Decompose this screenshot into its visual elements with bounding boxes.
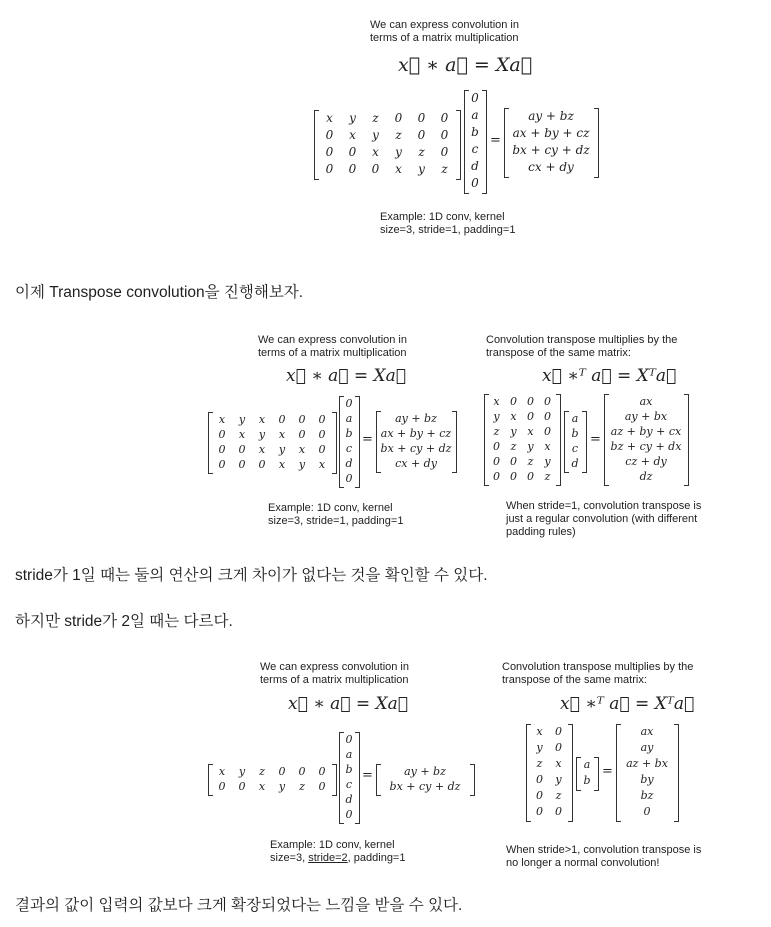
bracket-right — [582, 411, 587, 473]
bracket-right — [452, 411, 457, 473]
equals-sign: = — [362, 432, 373, 447]
fig2r-XT-cell: 0 — [510, 455, 517, 468]
fig1-equation: x⃗ ∗ a⃗ = Xa⃗ — [398, 54, 533, 76]
paragraph-2: stride가 1일 때는 둘의 연산의 크게 차이가 없다는 것을 확인할 수 있다. — [15, 567, 488, 584]
fig1-X-cell: 0 — [371, 162, 380, 176]
fig2r-XT-cell: x — [527, 425, 534, 438]
fig2r-XT-cell: y — [527, 440, 534, 453]
fig2r-XT-cell: 0 — [527, 410, 534, 423]
fig2r-XT-cell: 0 — [544, 395, 551, 408]
fig3r-XT-cell: x — [555, 757, 562, 770]
caption-line: When stride>1, convolution transpose is — [506, 844, 702, 856]
fig3l-a-cell: 0 — [345, 733, 353, 746]
fig3r-a-cell: a — [583, 758, 591, 771]
fig2l-X-cell: y — [278, 443, 286, 456]
caption-line: We can express convolution in — [260, 661, 409, 673]
fig3l-result-cell: bx + cy + dz — [389, 780, 461, 793]
fig3-left-matrix-product — [208, 732, 468, 832]
fig3-left-caption-top — [260, 661, 409, 687]
fig1-X-cell: 0 — [325, 128, 334, 142]
fig3r-XT-cell: 0 — [536, 805, 543, 818]
fig3l-X-cell: z — [299, 780, 305, 793]
fig3r-XT-cell: y — [536, 741, 543, 754]
fig1-a-cell: 0 — [471, 91, 479, 105]
fig1-X-cell: 0 — [325, 162, 334, 176]
fig3l-X-cell: x — [218, 765, 226, 778]
fig1-caption-bottom — [380, 211, 515, 237]
bracket-right — [594, 757, 599, 791]
fig2r-XT-cell: 0 — [510, 470, 517, 483]
bracket-right — [674, 724, 679, 822]
fig3r-XT-cell: z — [555, 789, 562, 802]
bracket-right — [456, 110, 461, 180]
fig3-right-caption-top — [502, 661, 693, 687]
fig1-X-cell: z — [418, 145, 425, 159]
fig1-X-cell: y — [395, 145, 402, 159]
fig2r-XT-cell: z — [510, 440, 517, 453]
fig2r-result-cell: ax — [639, 395, 653, 408]
bracket-right — [355, 732, 360, 824]
fig1-a-cell: b — [471, 125, 479, 139]
caption-line: Convolution transpose multiplies by the — [486, 334, 678, 346]
fig1-X-cell: 0 — [440, 111, 449, 125]
fig2l-result-cell: ax + by + cz — [380, 427, 452, 440]
fig2r-XT-cell: 0 — [544, 425, 551, 438]
figure-2 — [200, 330, 710, 540]
fig2l-result-cell: ay + bz — [395, 412, 437, 425]
fig2r-XT-cell: x — [493, 395, 500, 408]
fig1-X-cell: x — [372, 145, 379, 159]
fig3r-XT-cell: z — [536, 757, 543, 770]
fig1-X-cell: 0 — [348, 145, 357, 159]
fig1-result-cell: cx + dy — [528, 160, 574, 174]
fig2r-XT-cell: 0 — [544, 410, 551, 423]
fig3l-X-cell: 0 — [298, 765, 306, 778]
fig1-X-cell: 0 — [417, 128, 426, 142]
fig2r-XT-cell: 0 — [493, 455, 500, 468]
fig1-result-cell: bx + cy + dz — [512, 143, 590, 157]
fig3l-X-cell: 0 — [318, 765, 326, 778]
fig2l-X-cell: x — [278, 428, 286, 441]
fig2l-a-cell: d — [345, 457, 353, 470]
fig2l-X-cell: x — [298, 443, 306, 456]
fig2l-result-cell: cx + dy — [395, 457, 437, 470]
fig2l-X-cell: x — [258, 413, 266, 426]
fig1-a-cell: c — [471, 142, 479, 156]
fig1-caption-top — [370, 19, 519, 45]
fig1-X-cell: x — [395, 162, 402, 176]
caption-stride-underlined: stride=2 — [308, 852, 348, 864]
fig2r-result-cell: ay + bx — [624, 410, 668, 423]
bracket-right — [684, 394, 689, 486]
caption-line: Example: 1D conv, kernel — [270, 839, 395, 851]
fig2-left-equation: x⃗ ∗ a⃗ = Xa⃗ — [286, 366, 406, 386]
fig3r-XT-cell: 0 — [555, 805, 562, 818]
fig3l-X-cell: y — [278, 780, 286, 793]
caption-line — [270, 852, 405, 865]
fig1-X-cell: y — [418, 162, 425, 176]
fig2r-result-cell: az + by + cx — [610, 425, 682, 438]
caption-line: terms of a matrix multiplication — [370, 32, 519, 44]
paragraph-1: 이제 Transpose convolution을 진행해보자. — [15, 284, 304, 301]
fig2r-XT-cell: 0 — [527, 470, 534, 483]
fig2r-a-cell: c — [571, 442, 579, 455]
fig1-matrix-product — [314, 90, 610, 210]
bracket-right — [594, 108, 599, 178]
fig3r-result-cell: ax — [640, 725, 654, 738]
fig3r-XT-cell: 0 — [536, 773, 543, 786]
fig2r-XT-cell: y — [510, 425, 517, 438]
fig2-right-caption-bottom — [506, 500, 701, 539]
caption-line: no longer a normal convolution! — [506, 857, 660, 869]
fig3r-result-cell: 0 — [643, 805, 651, 818]
bracket-right — [556, 394, 561, 486]
fig1-X-cell: x — [349, 128, 356, 142]
caption-line: just a regular convolution (with different — [506, 513, 698, 525]
fig1-X-cell: 0 — [394, 111, 403, 125]
fig3r-XT-cell: y — [555, 773, 562, 786]
fig1-X-cell: 0 — [348, 162, 357, 176]
fig2r-XT-cell: 0 — [493, 470, 500, 483]
fig3-right-equation: x⃗ ∗ᵀ a⃗ = Xᵀa⃗ — [560, 694, 695, 714]
fig3r-XT-cell: 0 — [555, 741, 562, 754]
fig3r-XT-cell: x — [536, 725, 543, 738]
fig2l-a-cell: c — [345, 442, 353, 455]
fig3r-result-cell: by — [640, 773, 654, 786]
fig2l-X-cell: x — [238, 428, 246, 441]
fig2r-XT-cell: y — [493, 410, 500, 423]
caption-line: padding rules) — [506, 526, 576, 538]
fig2l-X-cell: x — [278, 458, 286, 471]
fig2r-result-cell: cz + dy — [625, 455, 667, 468]
fig1-X-cell: z — [441, 162, 448, 176]
fig2l-X-cell: 0 — [318, 413, 326, 426]
caption-line: Convolution transpose multiplies by the — [502, 661, 694, 673]
fig1-X-cell: y — [349, 111, 356, 125]
caption-line: transpose of the same matrix: — [502, 674, 647, 686]
equals-sign: = — [590, 432, 601, 447]
fig3l-a-cell: b — [345, 763, 353, 776]
fig1-a-cell: 0 — [471, 176, 479, 190]
caption-line: size=3, stride=1, padding=1 — [268, 515, 404, 527]
fig2l-result-cell: bx + cy + dz — [380, 442, 452, 455]
fig2l-X-cell: y — [258, 428, 266, 441]
fig2r-XT-cell: 0 — [493, 440, 500, 453]
fig3-right-matrix-product — [526, 724, 696, 834]
fig3-left-equation: x⃗ ∗ a⃗ = Xa⃗ — [288, 694, 408, 714]
fig3-left-caption-bottom — [270, 839, 405, 865]
figure-3 — [200, 656, 710, 872]
caption-line: terms of a matrix multiplication — [258, 347, 407, 359]
fig3r-XT-cell: 0 — [536, 789, 543, 802]
fig3l-a-cell: c — [345, 778, 353, 791]
fig2l-X-cell: 0 — [258, 458, 266, 471]
fig3-right-caption-bottom — [506, 844, 701, 870]
caption-line: size=3, stride=1, padding=1 — [380, 224, 516, 236]
fig2r-XT-cell: z — [493, 425, 500, 438]
fig2l-X-cell: y — [238, 413, 246, 426]
caption-line: transpose of the same matrix: — [486, 347, 631, 359]
fig3r-result-cell: ay — [640, 741, 654, 754]
paragraph-3: 하지만 stride가 2일 때는 다르다. — [15, 613, 233, 630]
fig3l-X-cell: z — [259, 765, 265, 778]
fig3l-result-cell: ay + bz — [404, 765, 446, 778]
fig2r-a-cell: d — [571, 457, 579, 470]
fig2-left-caption-top — [258, 334, 407, 360]
caption-line: We can express convolution in — [370, 19, 519, 31]
fig1-X-cell: 0 — [325, 145, 334, 159]
fig2l-X-cell: 0 — [318, 443, 326, 456]
fig3l-X-cell: 0 — [218, 780, 226, 793]
fig2r-XT-cell: x — [510, 410, 517, 423]
fig1-X-cell: 0 — [440, 128, 449, 142]
fig2-right-equation: x⃗ ∗ᵀ a⃗ = Xᵀa⃗ — [542, 366, 677, 386]
equals-sign: = — [602, 764, 613, 779]
bracket-right — [355, 396, 360, 488]
fig2r-result-cell: dz — [639, 470, 653, 483]
fig3r-a-cell: b — [583, 774, 591, 787]
fig2r-XT-cell: z — [544, 470, 551, 483]
fig3r-result-cell: az + bx — [626, 757, 668, 770]
caption-line: When stride=1, convolution transpose is — [506, 500, 702, 512]
fig1-X-cell: x — [326, 111, 333, 125]
fig2r-XT-cell: z — [527, 455, 534, 468]
figure-1 — [300, 14, 610, 244]
fig1-X-cell: z — [372, 111, 379, 125]
caption-line: terms of a matrix multiplication — [260, 674, 409, 686]
equals-sign: = — [490, 133, 501, 148]
fig2r-XT-cell: 0 — [510, 395, 517, 408]
fig2l-a-cell: 0 — [345, 472, 353, 485]
fig3l-X-cell: 0 — [318, 780, 326, 793]
caption-line: We can express convolution in — [258, 334, 407, 346]
fig2l-X-cell: 0 — [238, 443, 246, 456]
fig2l-X-cell: y — [298, 458, 306, 471]
fig3l-X-cell: 0 — [238, 780, 246, 793]
fig2l-a-cell: 0 — [345, 397, 353, 410]
fig1-a-cell: a — [471, 108, 479, 122]
fig2l-X-cell: 0 — [298, 413, 306, 426]
fig2l-X-cell: 0 — [298, 428, 306, 441]
fig2r-a-cell: a — [571, 412, 579, 425]
fig3l-a-cell: 0 — [345, 808, 353, 821]
fig1-X-cell: 0 — [417, 111, 426, 125]
fig2l-X-cell: 0 — [278, 413, 286, 426]
bracket-right — [332, 412, 337, 474]
caption-line: Example: 1D conv, kernel — [268, 502, 393, 514]
fig2l-X-cell: 0 — [218, 443, 226, 456]
fig1-a-cell: d — [471, 159, 479, 173]
caption-part: size=3, — [270, 852, 309, 864]
fig2r-XT-cell: 0 — [527, 395, 534, 408]
fig1-X-cell: 0 — [440, 145, 449, 159]
fig2l-X-cell: 0 — [218, 458, 226, 471]
fig2l-X-cell: 0 — [318, 428, 326, 441]
fig1-result-cell: ay + bz — [528, 109, 574, 123]
fig2r-XT-cell: x — [544, 440, 551, 453]
fig2l-X-cell: x — [318, 458, 326, 471]
fig2-left-matrix-product — [208, 396, 468, 500]
fig3r-result-cell: bz — [640, 789, 654, 802]
fig2r-result-cell: bz + cy + dx — [610, 440, 682, 453]
fig2-right-caption-top — [486, 334, 677, 360]
paragraph-4: 결과의 값이 입력의 값보다 크게 확장되었다는 느낌을 받을 수 있다. — [15, 897, 463, 914]
fig2l-a-cell: a — [345, 412, 353, 425]
fig3r-XT-cell: 0 — [555, 725, 562, 738]
fig2l-a-cell: b — [345, 427, 353, 440]
fig3l-X-cell: 0 — [278, 765, 286, 778]
bracket-right — [568, 724, 573, 822]
fig2l-X-cell: 0 — [238, 458, 246, 471]
fig2l-X-cell: x — [218, 413, 226, 426]
fig2r-a-cell: b — [571, 427, 579, 440]
caption-part: , padding=1 — [347, 852, 406, 864]
fig2-left-caption-bottom — [268, 502, 403, 528]
fig1-result-cell: ax + by + cz — [512, 126, 590, 140]
bracket-right — [482, 90, 487, 194]
fig1-X-cell: z — [395, 128, 402, 142]
bracket-right — [470, 764, 475, 796]
caption-line: Example: 1D conv, kernel — [380, 211, 505, 223]
fig1-X-cell: y — [372, 128, 379, 142]
fig2l-X-cell: 0 — [218, 428, 226, 441]
fig3l-a-cell: a — [345, 748, 353, 761]
fig2l-X-cell: x — [258, 443, 266, 456]
equals-sign: = — [362, 768, 373, 783]
fig3l-a-cell: d — [345, 793, 353, 806]
bracket-right — [332, 764, 337, 796]
fig3l-X-cell: x — [258, 780, 266, 793]
fig2r-XT-cell: y — [544, 455, 551, 468]
fig3l-X-cell: y — [238, 765, 246, 778]
fig2-right-matrix-product — [484, 394, 706, 498]
